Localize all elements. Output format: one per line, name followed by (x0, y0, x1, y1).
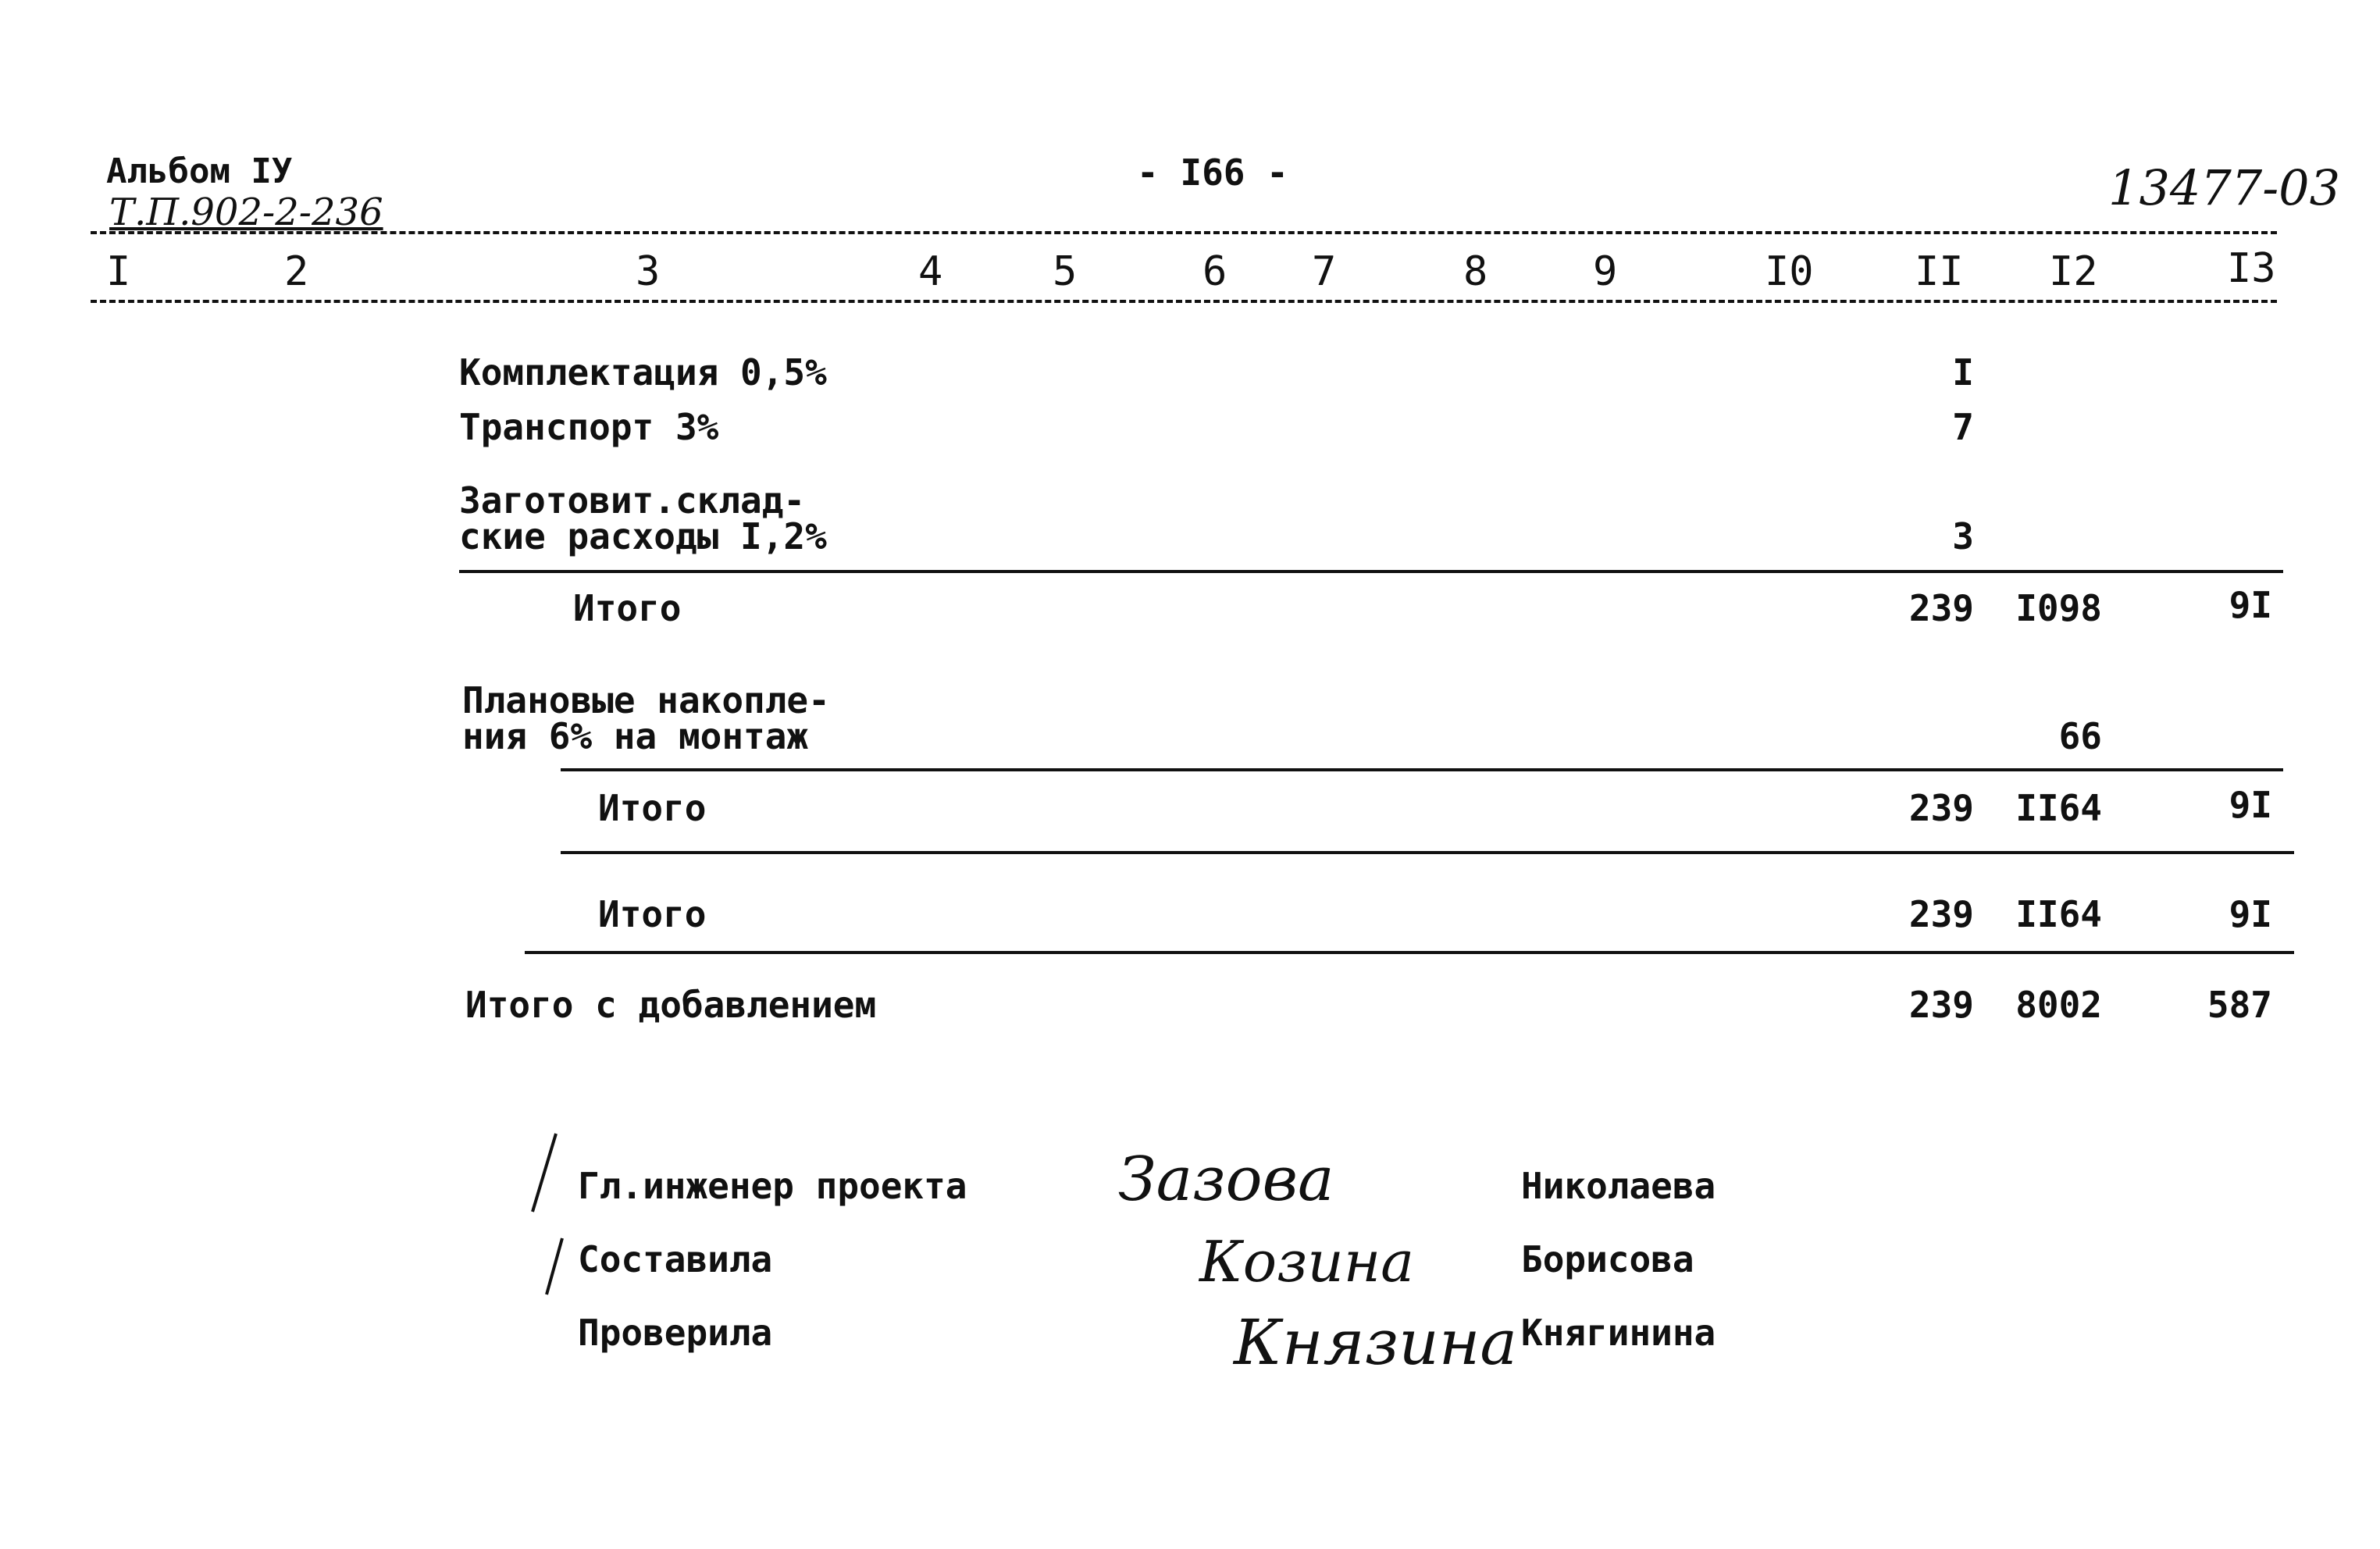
cell-col11: I (1952, 351, 1974, 393)
column-number: II (1915, 248, 1964, 295)
cell-col13: 9I (2229, 584, 2272, 626)
row-label: Итого с добавлением (465, 984, 877, 1026)
cell-col13: 587 (2207, 984, 2272, 1026)
document-code: 13477-03 (2108, 159, 2341, 216)
check-mark-icon (542, 1235, 565, 1301)
row-divider (459, 570, 2283, 573)
row-label: Итого (573, 587, 682, 629)
cell-col13: 9I (2229, 893, 2272, 935)
column-number: 9 (1593, 248, 1618, 295)
row-label-line2: ния 6% на монтаж (462, 715, 809, 757)
column-number: I2 (2049, 248, 2098, 295)
handwritten-signature: Князина (1234, 1306, 1518, 1379)
signature-name: Николаева (1521, 1165, 1716, 1207)
row-label-line1: Плановые накопле- (462, 679, 830, 721)
cell-col11: 7 (1952, 406, 1974, 448)
cell-col12: 66 (2058, 715, 2102, 757)
cell-col12: 8002 (2015, 984, 2102, 1026)
header-bottom-rule (91, 300, 2277, 303)
cell-col12: II64 (2015, 893, 2102, 935)
cell-col11: 239 (1908, 984, 1974, 1026)
album-label: Альбом IУ (106, 151, 293, 191)
row-divider (561, 851, 2294, 854)
column-number: 4 (918, 248, 943, 295)
column-number: 2 (284, 248, 309, 295)
column-number: 6 (1202, 248, 1227, 295)
row-label: Комплектация 0,5% (459, 351, 827, 393)
handwritten-signature: Зазова (1118, 1145, 1334, 1215)
header-top-rule (91, 231, 2277, 234)
cell-col11: 239 (1908, 787, 1974, 829)
page-number: - I66 - (1137, 151, 1288, 194)
signature-role: Гл.инженер проекта (578, 1165, 967, 1207)
signature-role: Составила (578, 1238, 773, 1280)
cell-col11: 239 (1908, 587, 1974, 629)
cell-col11: 239 (1908, 893, 1974, 935)
cell-col13: 9I (2229, 784, 2272, 826)
column-number: 7 (1312, 248, 1337, 295)
cell-col12: II64 (2015, 787, 2102, 829)
column-number: 3 (636, 248, 661, 295)
row-divider (561, 768, 2283, 771)
row-label: Итого (598, 787, 707, 829)
row-label: Транспорт 3% (459, 406, 719, 448)
row-label: Итого (598, 893, 707, 935)
row-label-line2: ские расходы I,2% (459, 515, 827, 557)
column-number: 5 (1053, 248, 1078, 295)
row-divider (525, 951, 2294, 954)
column-number: I3 (2227, 245, 2276, 292)
column-number: I (106, 248, 131, 295)
column-number: 8 (1463, 248, 1488, 295)
cell-col11: 3 (1952, 515, 1974, 557)
signature-role: Проверила (578, 1312, 773, 1354)
project-number: Т.П.902-2-236 (109, 191, 383, 234)
column-number: I0 (1765, 248, 1814, 295)
signature-name: Борисова (1521, 1238, 1694, 1280)
check-mark-icon (528, 1131, 559, 1220)
signature-name: Княгинина (1521, 1312, 1716, 1354)
handwritten-signature: Козина (1199, 1229, 1415, 1294)
cell-col12: I098 (2015, 587, 2102, 629)
row-label-line1: Заготовит.склад- (459, 479, 806, 522)
